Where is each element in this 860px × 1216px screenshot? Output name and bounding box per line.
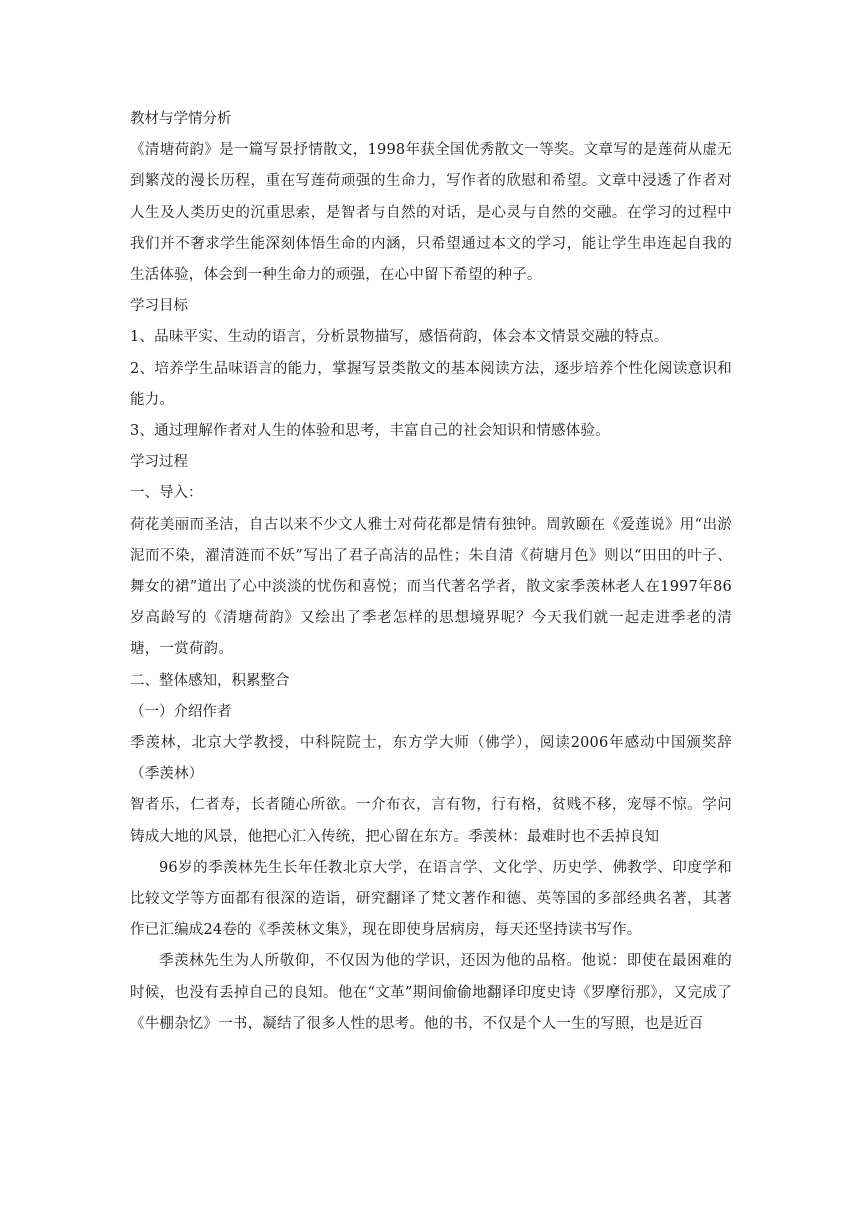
paragraph-intro: 荷花美丽而圣洁，自古以来不少文人雅士对荷花都是情有独钟。周敦颐在《爱莲说》用“出淤泥而不染，濯清涟而不妖”写出了君子高洁的品性；朱自清《荷塘月色》则以“田田的叶子、舞女的裙”道出了心中淡淡的忧伤和喜悦；而当代著名学者，散文家季羡林老人在1997年86岁高龄写的《清塘荷韵》又绘出了季老怎样的思想境界呢？今天我们就一起走进季老的清塘，一赏荷韵。 [130, 516, 732, 658]
subheading-author: （一）介绍作者 [130, 703, 232, 720]
section-heading-goals: 学习目标 [130, 298, 188, 315]
subheading-overview: 二、整体感知，积累整合 [130, 672, 290, 689]
paragraph-author-character: 季羡林先生为人所敬仰，不仅因为他的学识，还因为他的品格。他说：即使在最困难的时候，也没有丢掉自己的良知。他在“文革”期间偷偷地翻译印度史诗《罗摩衍那》，又完成了《牛棚杂忆》一书，凝结了很多人性的思考。他的书，不仅是个人一生的写照，也是近百 [130, 953, 732, 1032]
paragraph-analysis: 《清塘荷韵》是一篇写景抒情散文，1998年获全国优秀散文一等奖。文章写的是莲荷从虚无到繁茂的漫长历程，重在写莲荷顽强的生命力，写作者的欣慰和希望。文章中浸透了作者对人生及人类历史的沉重思索，是智者与自然的对话，是心灵与自然的交融。在学习的过程中我们并不奢求学生能深刻体悟生命的内涵，只希望通过本文的学习，能让学生串连起自我的生活体验，体会到一种生命力的顽强，在心中留下希望的种子。 [130, 142, 732, 284]
paragraph-author-bio: 96岁的季羡林先生长年任教北京大学，在语言学、文化学、历史学、佛教学、印度学和比较文学等方面都有很深的造诣，研究翻译了梵文著作和德、英等国的多部经典名著，其著作已汇编成24卷的《季羡林文集》，现在即使身居病房，每天还坚持读书写作。 [130, 859, 732, 939]
goal-item-2: 2、培养学生品味语言的能力，掌握写景类散文的基本阅读方法，逐步培养个性化阅读意识和能力。 [130, 360, 732, 408]
section-heading-process: 学习过程 [130, 454, 188, 471]
goal-item-1: 1、品味平实、生动的语言，分析景物描写，感悟荷韵，体会本文情景交融的特点。 [130, 329, 669, 346]
section-heading-analysis: 教材与学情分析 [130, 111, 232, 127]
subheading-intro: 一、导入： [130, 485, 203, 502]
paragraph-award-citation: 智者乐，仁者寿，长者随心所欲。一介布衣，言有物，行有格，贫贱不移，宠辱不惊。学问铸成大地的风景，他把心汇入传统，把心留在东方。季羡林：最难时也不丢掉良知 [130, 797, 732, 845]
goal-item-3: 3、通过理解作者对人生的体验和思考，丰富自己的社会知识和情感体验。 [130, 423, 610, 440]
document-page [130, 104, 732, 1040]
paragraph-author-intro: 季羡林，北京大学教授，中科院院士，东方学大师（佛学），阅读2006年感动中国颁奖辞（季羡林） [130, 735, 732, 783]
